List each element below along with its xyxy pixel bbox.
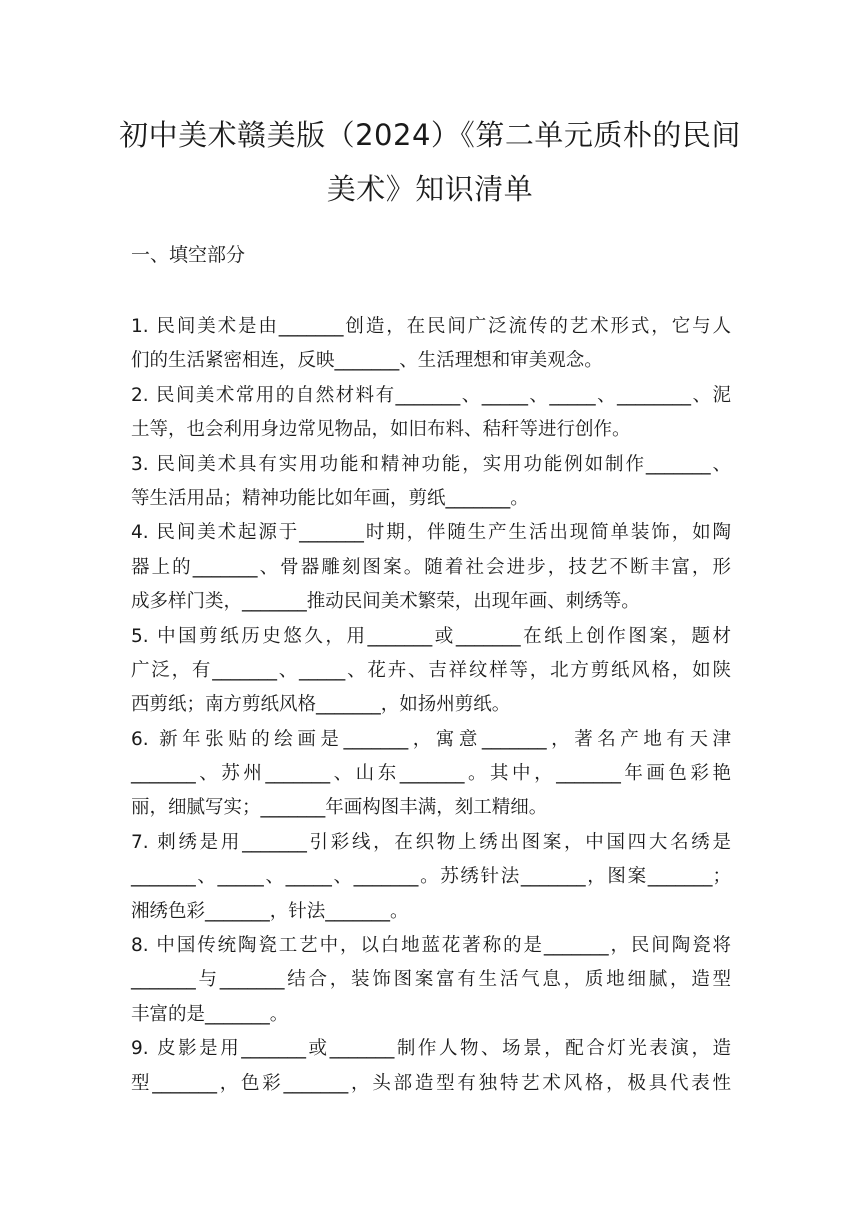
text-line: 等生活用品；精神功能比如年画，剪纸_______。: [131, 487, 529, 509]
text-line: 9. 皮影是用_______或_______制作人物、场景，配合灯光表演，造: [131, 1038, 731, 1060]
text-line: 3. 民间美术具有实用功能和精神功能，实用功能例如制作_______、: [131, 453, 731, 475]
text-line: 6. 新年张贴的绘画是_______，寓意_______，著名产地有天津: [131, 728, 731, 750]
text-line: 丽，细腻写实；_______年画构图丰满，刻工精细。: [131, 797, 548, 819]
text-line: 器上的_______、骨器雕刻图案。随着社会进步，技艺不断丰富，形: [131, 556, 731, 578]
text-line: 2. 民间美术常用的自然材料有_______、_____、_____、________、泥: [131, 384, 731, 406]
section-heading: 一、填空部分: [131, 244, 246, 266]
text-line: _______、_____、_____、_______。苏绣针法_______，图案_______；: [131, 866, 731, 888]
text-line: 成多样门类，_______推动民间美术繁荣，出现年画、刺绣等。: [131, 591, 640, 613]
text-line: 广泛，有_______、_____、花卉、吉祥纹样等，北方剪纸风格，如陕: [131, 659, 731, 681]
text-line: 土等，也会利用身边常见物品，如旧布料、秸秆等进行创作。: [131, 419, 631, 441]
text-line: 西剪纸；南方剪纸风格_______，如扬州剪纸。: [131, 694, 511, 716]
text-line: 4. 民间美术起源于_______时期，伴随生产生活出现简单装饰，如陶: [131, 522, 731, 544]
text-line: 型_______，色彩_______，头部造型有独特艺术风格，极具代表性: [131, 1072, 731, 1094]
title-line-2: 美术》知识清单: [326, 172, 534, 206]
text-line: 湘绣色彩_______，针法_______。: [131, 900, 409, 922]
document-title: [110, 108, 750, 216]
text-line: _______、苏州_______、山东_______。其中，_______年画色彩艳: [131, 763, 731, 785]
text-line: 5. 中国剪纸历史悠久，用_______或_______在纸上创作图案，题材: [131, 625, 731, 647]
text-line: 8. 中国传统陶瓷工艺中，以白地蓝花著称的是_______，民间陶瓷将: [131, 935, 731, 957]
text-line: 7. 刺绣是用_______引彩线，在织物上绣出图案，中国四大名绣是: [131, 831, 731, 853]
text-line: _______与_______结合，装饰图案富有生活气息，质地细腻，造型: [131, 969, 731, 991]
question-list: [131, 310, 731, 1101]
title-line-1: 初中美术赣美版（2024）《第二单元质朴的民间: [119, 118, 741, 152]
text-line: 1. 民间美术是由_______创造，在民间广泛流传的艺术形式，它与人: [131, 316, 731, 337]
text-line: 丰富的是_______。: [131, 1003, 289, 1025]
text-line: 们的生活紧密相连，反映_______、生活理想和审美观念。: [131, 350, 603, 372]
